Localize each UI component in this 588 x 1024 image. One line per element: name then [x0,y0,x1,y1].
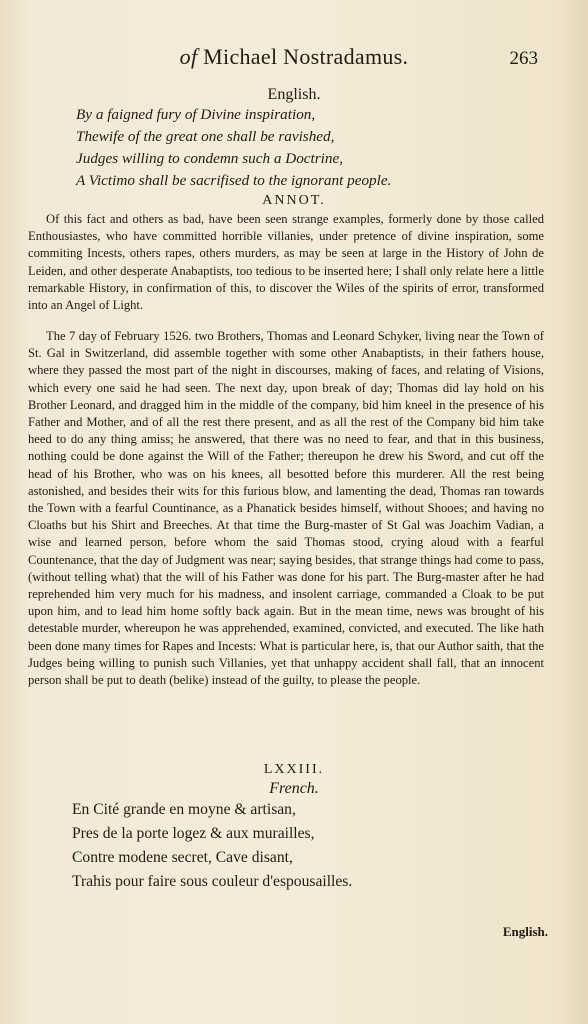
verse-line: En Cité grande en moyne & artisan, [72,801,296,818]
title-text: Michael Nostradamus. [203,44,409,69]
title-prefix: of [179,44,198,69]
french-label: French. [269,780,319,797]
running-header [0,44,588,78]
annotation-paragraph-2 [28,328,544,689]
verse-line: Judges willing to condemn such a Doctrine, [76,150,344,167]
page-number: 263 [509,48,538,69]
paragraph-text: The 7 day of February 1526. two Brothers, Thomas and Leonard Schyker, living near the Town of St. Gal in Switzerland, did assemble together with some other Anabaptists, in their fathers house, where they passed the most part of the night in discourses, making of faces, and relating of Visions, which every one said he had seen. The next day, upon break of day; Thomas did lay hold on his Brother Leonard, and dragged him in the middle of the company, bid him kneel in the presence of his Father and Mother, and of all the rest there present, and as all the rest of the Company bid him take heed to do any thing amiss; he answered, that there was no need to fear, and that in this business, nothing could be done against the Will of the Father; thereupon he drew his Sword, and cut off the head of his Brother, who was on his knees, all besotted before this murderer. All the rest being astonished, and besides their wits for this furious blow, and lamenting the dead, Thomas ran towards the Town with a fearful Countinance, as a Phanatick besides himself, without Shooes; and having no Cloaths but his Shirt and Breeches. At that time the Burg-master of St Gal was Joachim Vadian, a wise and learned person, before whom the said Thomas stood, crying aloud with a fearful Countenance, that the day of Judgment was near; saying besides, that strange things had come to pass, (without telling what) that the will of his Father was done for his part. The Burg-master after he had reprehended him very much for his madness, and insolent carriage, commanded a Cloak to be put upon him, and to lead him home softly back again. But in the mean time, news was brought of his detestable murder, whereupon he was apprehended, examined, convicted, and executed. The like hath been done many times for Rapes and Incests: What is particular here, is, that our Author saith, that the Judges being willing to punish such Villanies, yet that unhappy accident shall fall, that an innocent person shall be put to death (belike) instead of the guilty, to please the people. [28,329,544,688]
english-verse [76,104,556,192]
verse-line: A Victimo shall be sacrifised to the ignorant people. [76,172,392,189]
running-title [0,44,588,70]
verse-line: Thewife of the great one shall be ravished, [76,128,335,145]
english-label: English. [267,86,321,103]
annot-heading: ANNOT. [262,193,326,208]
catchword: English. [502,924,548,939]
quatrain-number: LXXIII. [263,762,325,777]
annotation-paragraph-1 [28,211,544,314]
verse-line: Pres de la porte logez & aux murailles, [72,825,315,842]
verse-line: By a faigned fury of Divine inspiration, [76,106,316,123]
french-verse [72,798,532,894]
paragraph-text: Of this fact and others as bad, have been seen strange examples, formerly done by those called Enthousiastes, who have committed horrible villanies, under pretence of divine inspiration, some commiting Incests, others rapes, others murders, as may be seen at large in the History of John de Leiden, and other desperate Anabaptists, too tedious to be inserted here; I shall only relate here a little remarkable History, in confirmation of this, to discover the Wiles of the spirits of error, transformed into an Angel of Light. [28,212,544,313]
verse-line: Contre modene secret, Cave disant, [72,849,293,866]
verse-line: Trahis pour faire sous couleur d'espousailles. [72,873,353,890]
